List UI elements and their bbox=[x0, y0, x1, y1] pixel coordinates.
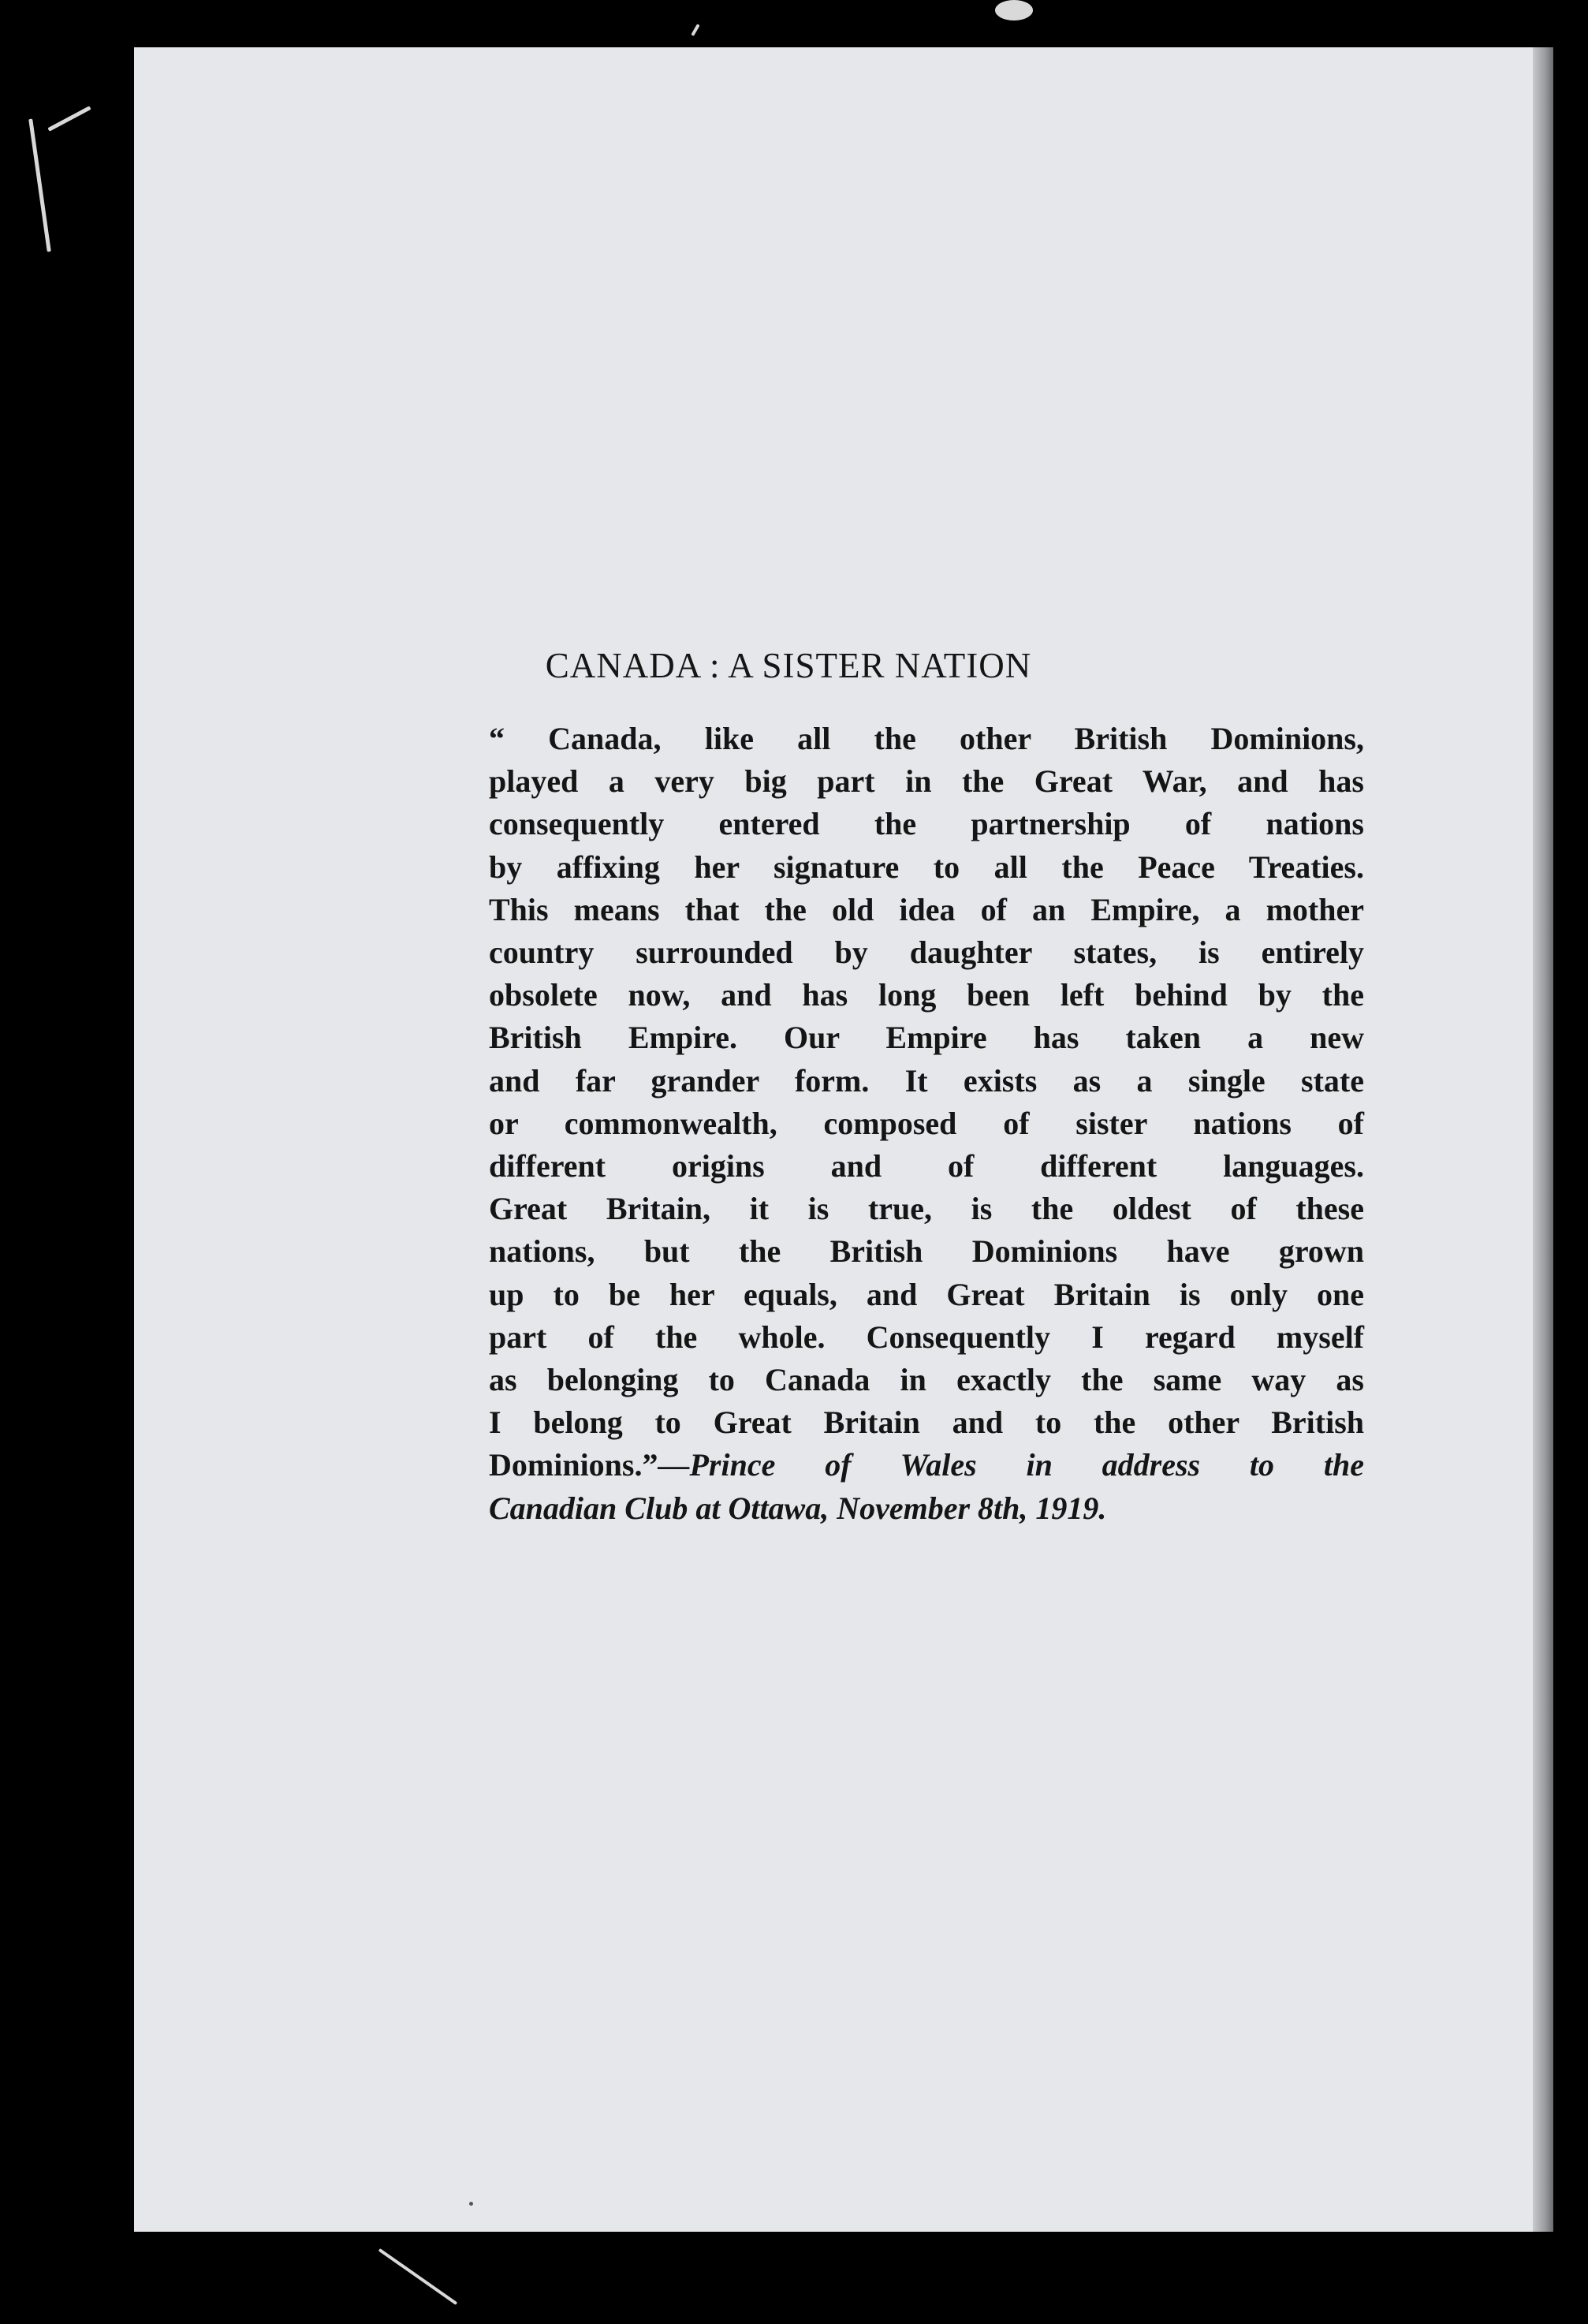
quote-paragraph bbox=[489, 718, 1364, 1530]
book-page bbox=[134, 47, 1553, 2232]
quote-closing-words: Dominions.” bbox=[489, 1447, 658, 1483]
quote-line: played a very big part in the Great War, and has bbox=[489, 763, 1364, 800]
quote-line: part of the whole. Consequently I regard myself bbox=[489, 1319, 1364, 1355]
quote-line: This means that the old idea of an Empire, a mother bbox=[489, 891, 1364, 927]
quote-line: “ Canada, like all the other British Dominions, bbox=[489, 721, 1364, 756]
quote-line: consequently entered the partnership of nations bbox=[489, 806, 1364, 842]
quote-line: or commonwealth, composed of sister nations of bbox=[489, 1105, 1364, 1141]
quote-line: Great Britain, it is true, is the oldest of these bbox=[489, 1191, 1364, 1227]
speck-mark bbox=[469, 2202, 473, 2206]
quote-line: and far grander form. It exists as a single state bbox=[489, 1062, 1364, 1099]
quote-line: as belonging to Canada in exactly the same way as bbox=[489, 1362, 1364, 1398]
quote-line: I belong to Great Britain and to the other British bbox=[489, 1404, 1364, 1441]
quote-line: by affixing her signature to all the Peace Treaties. bbox=[489, 849, 1364, 885]
quote-line: up to be her equals, and Great Britain is only one bbox=[489, 1276, 1364, 1312]
quote-line: different origins and of different languages. bbox=[489, 1148, 1364, 1184]
quote-line: nations, but the British Dominions have grown bbox=[489, 1233, 1364, 1270]
page-heading: CANADA : A SISTER NATION bbox=[545, 646, 1032, 685]
scan-scratch-mark bbox=[995, 0, 1033, 21]
quote-line: country surrounded by daughter states, is entirely bbox=[489, 934, 1364, 971]
quote-line: British Empire. Our Empire has taken a new bbox=[489, 1020, 1364, 1056]
page-edge-shadow bbox=[1533, 47, 1553, 2232]
attribution-part-1: —Prince of Wales in address to the bbox=[658, 1447, 1364, 1483]
attribution-line: Canadian Club at Ottawa, November 8th, 1919. bbox=[489, 1490, 1107, 1526]
quote-line: obsolete now, and has long been left behind by the bbox=[489, 977, 1364, 1013]
quote-closing-line bbox=[489, 1444, 1364, 1487]
